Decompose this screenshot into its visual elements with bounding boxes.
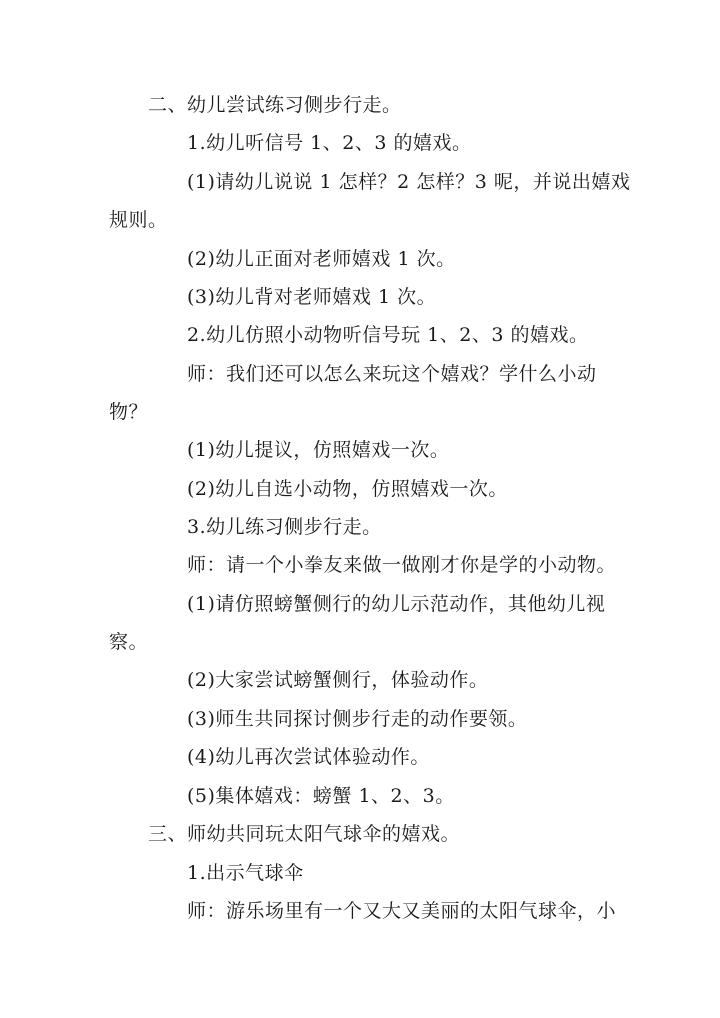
paragraph-line: (4)幼儿再次尝试体验动作。: [187, 746, 430, 768]
paragraph-line: 师：游乐场里有一个又大又美丽的太阳气球伞，小: [187, 900, 617, 922]
step-2-heading: 2.幼儿仿照小动物听信号玩 1、2、3 的嬉戏。: [187, 324, 589, 346]
paragraph-line: 物？: [109, 401, 149, 423]
paragraph-line: 规则。: [109, 209, 168, 231]
section-heading-3: 三、师幼共同玩太阳气球伞的嬉戏。: [148, 823, 461, 845]
paragraph-line: (5)集体嬉戏：螃蟹 1、2、3。: [187, 785, 455, 807]
step-1-heading: 1.幼儿听信号 1、2、3 的嬉戏。: [187, 132, 472, 154]
step-1-heading: 1.出示气球伞: [187, 862, 304, 884]
paragraph-line: (1)幼儿提议，仿照嬉戏一次。: [187, 439, 450, 461]
paragraph-line: (1)请幼儿说说 1 怎样？2 怎样？3 呢，并说出嬉戏: [187, 171, 631, 193]
paragraph-line: (3)幼儿背对老师嬉戏 1 次。: [187, 286, 437, 308]
paragraph-line: 师：请一个小拳友来做一做刚才你是学的小动物。: [187, 554, 617, 576]
paragraph-line: (2)幼儿正面对老师嬉戏 1 次。: [187, 248, 456, 270]
paragraph-line: (2)大家尝试螃蟹侧行，体验动作。: [187, 669, 489, 691]
paragraph-line: 察。: [109, 631, 149, 653]
paragraph-line: (1)请仿照螃蟹侧行的幼儿示范动作，其他幼儿视: [187, 593, 606, 615]
step-3-heading: 3.幼儿练习侧步行走。: [187, 516, 382, 538]
paragraph-line: (2)幼儿自选小动物，仿照嬉戏一次。: [187, 478, 508, 500]
paragraph-line: (3)师生共同探讨侧步行走的动作要领。: [187, 708, 528, 730]
paragraph-line: 师：我们还可以怎么来玩这个嬉戏？学什么小动: [187, 363, 597, 385]
section-heading-2: 二、幼儿尝试练习侧步行走。: [148, 94, 402, 116]
